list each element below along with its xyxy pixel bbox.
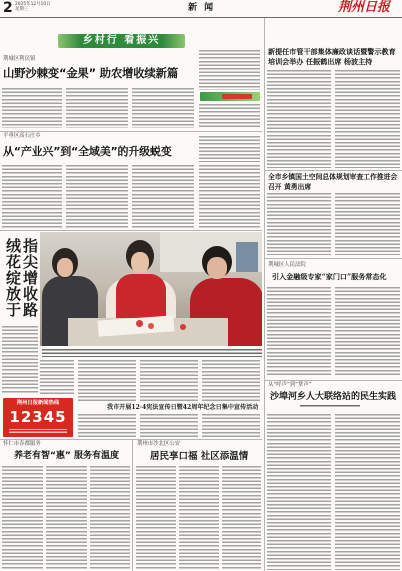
article-headline-line2: 培训会举办 任振鹤出席 杨波主持 <box>268 57 373 66</box>
photo-velvet-flower <box>180 324 186 330</box>
body-text <box>132 88 194 128</box>
issue-date <box>15 2 51 12</box>
section-divider <box>0 439 262 440</box>
body-text <box>78 414 136 437</box>
newspaper-masthead-logo: 荆州日报 <box>338 0 391 15</box>
badge-accent <box>222 94 252 99</box>
feature-photo <box>40 232 262 346</box>
article-headline: 山野沙棘变“金果” 助农增收续新篇 <box>3 66 179 80</box>
section-title: 新 闻 <box>188 3 216 13</box>
article-headline-line2: 召开 黄勇出席 <box>268 183 312 191</box>
body-text <box>199 165 260 228</box>
body-text <box>2 165 62 228</box>
article-headline: 我市开展12·4宪法宣传日暨42周年纪念日集中宣传活动 <box>107 404 259 411</box>
photo-person-right-face <box>207 257 227 279</box>
header-rule <box>0 17 402 18</box>
photo-shelf-items <box>236 242 258 272</box>
body-text <box>335 193 400 255</box>
body-text <box>202 360 260 402</box>
article-headline: 引入金融级专家“家门口”服务常态化 <box>272 272 387 281</box>
photo-person-center-face <box>131 252 149 273</box>
photo-velvet-flower <box>136 320 143 327</box>
column-banner <box>58 34 185 48</box>
news-hotline-box <box>3 398 73 437</box>
body-text <box>335 414 400 570</box>
issue-date-text: 2025年12月10日 <box>15 2 51 7</box>
photo-person-left-face <box>57 258 73 277</box>
hotline-number: 12345 <box>9 408 67 426</box>
photo-feature-title-col1: 绒花绽放于 <box>4 238 22 318</box>
section-divider <box>0 131 262 132</box>
column-divider <box>264 18 265 571</box>
article-kicker: 怀仁市春都服务 <box>3 441 41 447</box>
body-text <box>199 104 260 129</box>
issue-weekday: 星期三 <box>15 7 29 12</box>
article-headline: 居民享口福 社区添温情 <box>150 451 249 462</box>
body-text <box>222 466 261 570</box>
photo-feature-title-col2: 指尖增收路 <box>21 238 39 318</box>
body-text <box>90 466 130 570</box>
article-headline-line1: 新提任市管干部集体廉政谈话暨警示教育 <box>268 47 396 56</box>
body-text <box>140 360 198 402</box>
article-kicker: 从“呼声”到“掌声” <box>268 382 312 388</box>
body-text <box>140 414 198 437</box>
article-kicker: 荆城区利民镇 <box>3 56 36 62</box>
body-text <box>46 466 87 570</box>
hotline-footnote <box>9 429 67 433</box>
article-headline: 沙埠河乡人大联络站的民生实践 <box>270 392 397 402</box>
article-headline: 从“产业兴”到“全域美”的升级蜕变 <box>3 145 172 158</box>
body-text <box>202 414 260 437</box>
body-text <box>2 326 38 394</box>
body-text <box>66 88 128 128</box>
article-byline <box>300 405 360 408</box>
column-divider <box>132 440 133 571</box>
body-text <box>199 50 260 90</box>
body-text <box>179 466 219 570</box>
article-kicker: 荆城区人民法院 <box>268 262 306 268</box>
section-divider <box>0 230 262 231</box>
article-headline: 养老有智“惠” 服务有温度 <box>14 451 119 461</box>
page-number: 2 <box>3 0 13 16</box>
body-text <box>267 70 331 168</box>
article-headline-line1: 全市乡镇国土空间总体规划审查工作推进会 <box>268 173 398 181</box>
column-banner-label: 乡村行 看振兴 <box>82 35 161 46</box>
body-text <box>2 88 62 128</box>
body-text <box>199 136 260 162</box>
body-text <box>66 165 128 228</box>
hotline-label: 荆州日报新闻热线 <box>16 400 60 406</box>
body-text <box>267 287 331 377</box>
section-divider <box>265 170 402 171</box>
section-badge <box>200 92 260 101</box>
article-kicker: 荆州市沙北区公安 <box>137 441 181 447</box>
photo-velvet-flower <box>148 323 154 329</box>
body-text <box>2 466 43 570</box>
section-divider <box>265 258 402 259</box>
body-text <box>136 466 176 570</box>
article-kicker: 平垂区高石庄乡 <box>3 133 41 139</box>
body-text <box>335 287 400 377</box>
body-text <box>132 165 194 228</box>
body-text <box>40 360 74 396</box>
section-divider <box>265 380 402 381</box>
body-text <box>335 70 400 168</box>
body-text <box>78 360 136 402</box>
body-text <box>267 193 331 255</box>
photo-caption <box>42 349 262 357</box>
body-text <box>267 414 331 570</box>
